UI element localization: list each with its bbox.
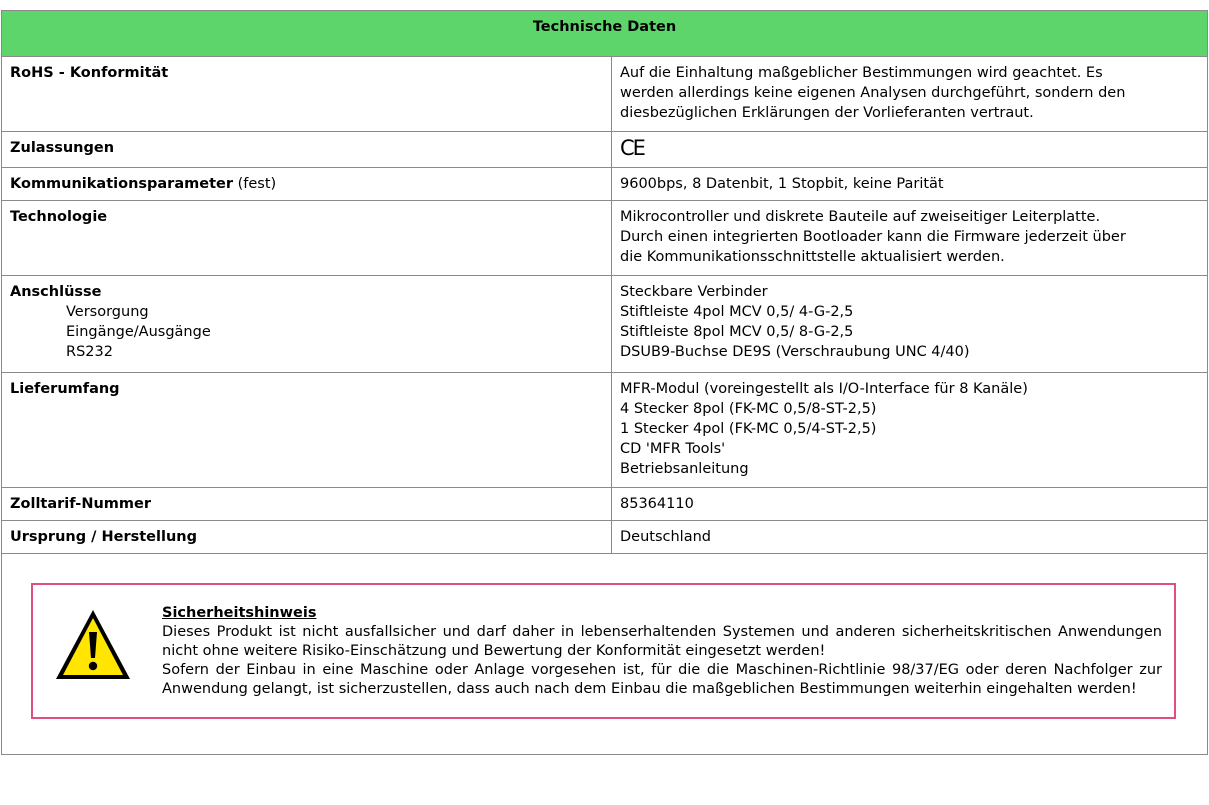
- row-value: Mikrocontroller und diskrete Bauteile auf zweiseitiger Leiterplatte. Durch einen integrierten Bootloader kann die Firmware jederzeit über die Kommunikationsschnittstelle aktualisiert werden.: [612, 201, 1208, 276]
- row-value: Deutschland: [612, 521, 1208, 554]
- row-label: Technologie: [2, 201, 612, 276]
- ce-mark-icon: CE: [620, 136, 644, 160]
- table-row: [2, 373, 1208, 488]
- table-row: [2, 488, 1208, 521]
- row-label: RoHS - Konformität: [2, 57, 612, 132]
- table-row: [2, 168, 1208, 201]
- table-row: [2, 276, 1208, 373]
- row-label: Zolltarif-Nummer: [2, 488, 612, 521]
- row-value: 9600bps, 8 Datenbit, 1 Stopbit, keine Parität: [612, 168, 1208, 201]
- row-value: [612, 132, 1208, 168]
- row-label: Zulassungen: [2, 132, 612, 168]
- safety-notice-paragraph: Dieses Produkt ist nicht ausfallsicher und darf daher in lebenserhaltenden Systemen und anderen sicherheitskritischen Anwendungen nicht ohne weitere Risiko-Einschätzung und Bewertung der Konformität eingesetzt werden!: [162, 624, 1162, 659]
- header-row: [2, 11, 1208, 57]
- table-title: Technische Daten: [2, 11, 1208, 57]
- safety-notice-box: [31, 583, 1176, 719]
- row-value: Auf die Einhaltung maßgeblicher Bestimmungen wird geachtet. Es werden allerdings keine eigenen Analysen durchgeführt, sondern den diesbezüglichen Erklärungen der Vorlieferanten vertraut.: [612, 57, 1208, 132]
- row-value: 85364110: [612, 488, 1208, 521]
- spec-table: [1, 10, 1208, 755]
- notice-cell: [2, 554, 1208, 755]
- safety-notice-title: Sicherheitshinweis: [162, 605, 317, 621]
- technical-data-document: [1, 10, 1207, 755]
- table-row: [2, 132, 1208, 168]
- row-value: MFR-Modul (voreingestellt als I/O-Interface für 8 Kanäle) 4 Stecker 8pol (FK-MC 0,5/8-ST-2,5) 1 Stecker 4pol (FK-MC 0,5/4-ST-2,5) CD 'MFR Tools' Betriebsanleitung: [612, 373, 1208, 488]
- table-row: [2, 521, 1208, 554]
- safety-notice-text: [162, 604, 1162, 699]
- warning-triangle-icon: [54, 608, 132, 682]
- table-row: [2, 201, 1208, 276]
- row-label: Anschlüsse Versorgung Eingänge/Ausgänge RS232: [2, 276, 612, 373]
- notice-row: [2, 554, 1208, 755]
- table-row: [2, 57, 1208, 132]
- row-label: Kommunikationsparameter (fest): [2, 168, 612, 201]
- row-label: Ursprung / Herstellung: [2, 521, 612, 554]
- row-value: Steckbare Verbinder Stiftleiste 4pol MCV 0,5/ 4-G-2,5 Stiftleiste 8pol MCV 0,5/ 8-G-2,5 DSUB9-Buchse DE9S (Verschraubung UNC 4/40): [612, 276, 1208, 373]
- row-label: Lieferumfang: [2, 373, 612, 488]
- safety-notice-paragraph: Sofern der Einbau in eine Maschine oder Anlage vorgesehen ist, für die die Maschinen-Richtlinie 98/37/EG oder deren Nachfolger zur Anwendung gelangt, ist sicherzustellen, dass auch nach dem Einbau die maßgeblichen Bestimmungen weiterhin eingehalten werden!: [162, 662, 1162, 697]
